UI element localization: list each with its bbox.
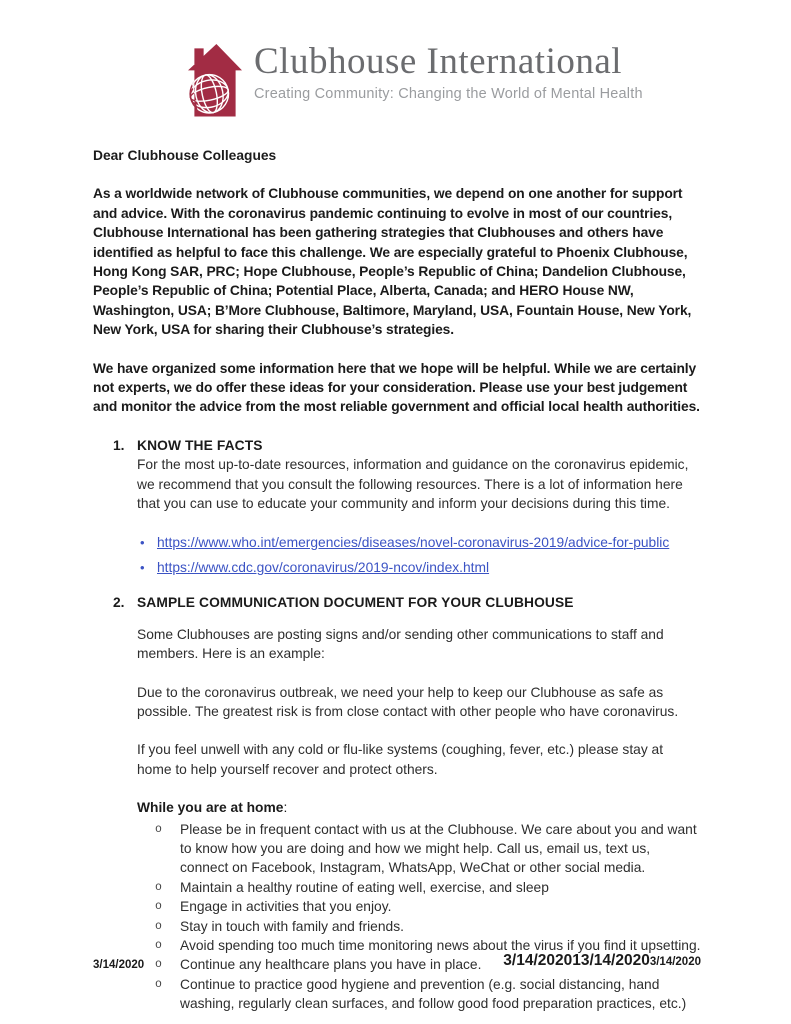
footer-date-right-small: 3/14/2020 xyxy=(649,956,701,968)
circle-bullet-icon: o xyxy=(155,939,162,952)
intro-paragraph-2: We have organized some information here that we hope will be helpful. While we are certainly not experts, we do offer these ideas for your consideration. Please use your best judgement and monitor the advice from the most reliable government and official local health authorities. xyxy=(93,360,700,415)
section-2-body xyxy=(137,625,701,779)
letter-body xyxy=(93,146,701,1014)
bullet-text: Please be in frequent contact with us at the Clubhouse. We care about you and want to know how you are doing and how we might help. Call us, email us, text us, connect on Facebook, Instagram, WhatsApp, WeChat or other social media. xyxy=(180,821,697,876)
circle-bullet-icon: o xyxy=(155,822,162,836)
list-item xyxy=(155,878,701,897)
while-home-colon: : xyxy=(283,800,288,816)
list-item xyxy=(140,558,701,577)
circle-bullet-icon: o xyxy=(155,900,162,914)
section-1-paragraph: For the most up-to-date resources, information and guidance on the coronavirus epidemic, we recommend that you consult the following resources. There is a lot of information here that you can use to educate your community and inform your decisions during this time. xyxy=(137,457,689,512)
house-globe-icon xyxy=(188,43,242,124)
section-1-heading-row xyxy=(113,436,701,455)
list-item xyxy=(155,897,701,916)
logo-title: Clubhouse International xyxy=(254,41,623,82)
while-home-bold: While you are at home xyxy=(137,800,284,816)
list-item xyxy=(140,533,701,552)
bullet-text: Maintain a healthy routine of eating well, exercise, and sleep xyxy=(180,879,549,895)
section-sample-communication xyxy=(93,593,701,1013)
section-2-number: 2. xyxy=(113,595,125,611)
footer-date-right xyxy=(503,952,701,970)
section-1-body xyxy=(137,455,701,513)
at-home-bullet-list xyxy=(155,820,701,1014)
footer-date-right-large: 3/14/202013/14/2020 xyxy=(503,952,650,969)
list-item xyxy=(155,917,701,936)
cdc-link[interactable]: https://www.cdc.gov/coronavirus/2019-ncov/index.html xyxy=(157,559,490,575)
who-link[interactable]: https://www.who.int/emergencies/diseases/novel-coronavirus-2019/advice-for-public xyxy=(157,534,670,550)
section-1-heading: KNOW THE FACTS xyxy=(137,437,263,453)
section-2-paragraph: If you feel unwell with any cold or flu-like systems (coughing, fever, etc.) please stay at home to help yourself recover and protect others. xyxy=(137,742,664,777)
circle-bullet-icon: o xyxy=(155,977,162,991)
bullet-text: Engage in activities that you enjoy. xyxy=(180,899,392,915)
circle-bullet-icon: o xyxy=(155,958,162,972)
bullet-text: Continue to practice good hygiene and prevention (e.g. social distancing, hand washing, regularly clean surfaces, and follow good food preparation practices, etc.) xyxy=(180,976,687,1012)
resource-links xyxy=(140,533,701,578)
section-2-heading: SAMPLE COMMUNICATION DOCUMENT FOR YOUR CLUBHOUSE xyxy=(137,595,574,611)
section-2-paragraph: Due to the coronavirus outbreak, we need your help to keep our Clubhouse as safe as possible. The greatest risk is from close contact with other people who have coronavirus. xyxy=(137,684,679,719)
section-know-the-facts xyxy=(93,436,701,577)
greeting: Dear Clubhouse Colleagues xyxy=(93,148,277,163)
while-home-label xyxy=(137,798,701,817)
bullet-icon: • xyxy=(140,559,145,575)
list-item xyxy=(155,820,701,878)
intro-paragraph-1: As a worldwide network of Clubhouse communities, we depend on one another for support and advice. With the coronavirus pandemic continuing to evolve in most of our countries, Clubhouse International has been gathering strategies that Clubhouses and others have identified as helpful to face this challenge. We are especially grateful to Phoenix Clubhouse, Hong Kong SAR, PRC; Hope Clubhouse, People’s Republic of China; Dandelion Clubhouse, People’s Republic of China; Potential Place, Alberta, Canada; and HERO House NW, Washington, USA; B’More Clubhouse, Baltimore, Maryland, USA, Fountain House, New York, New York, USA for sharing their Clubhouse’s strategies. xyxy=(93,186,692,338)
bullet-icon: • xyxy=(140,534,145,550)
bullet-text: Continue any healthcare plans you have in place. xyxy=(180,957,482,973)
bullet-text: Avoid spending too much time monitoring news about the virus if you find it upsetting. xyxy=(180,938,701,953)
list-item xyxy=(155,975,701,1014)
logo xyxy=(188,42,643,124)
circle-bullet-icon: o xyxy=(155,880,162,894)
logo-tagline: Creating Community: Changing the World of Mental Health xyxy=(254,86,643,102)
logo-text xyxy=(254,42,643,103)
section-2-heading-row xyxy=(113,593,701,612)
section-1-number: 1. xyxy=(113,437,125,453)
bullet-text: Stay in touch with family and friends. xyxy=(180,918,404,934)
footer-date-left: 3/14/2020 xyxy=(93,959,145,971)
section-2-paragraph: Some Clubhouses are posting signs and/or sending other communications to staff and members. Here is an example: xyxy=(137,626,664,662)
circle-bullet-icon: o xyxy=(155,919,162,933)
